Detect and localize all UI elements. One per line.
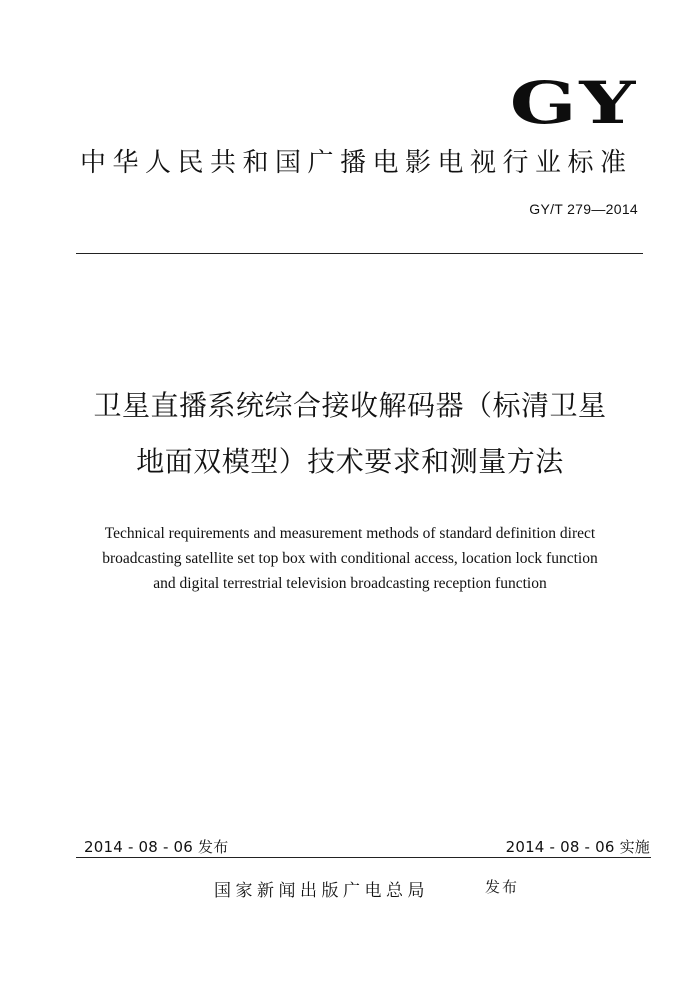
english-title-line-3: and digital terrestrial television broadcasting reception function (153, 575, 547, 592)
english-title-line-2: broadcasting satellite set top box with conditional access, location lock function (102, 550, 598, 567)
gy-logo: GY (509, 69, 638, 137)
english-title (0, 521, 700, 596)
footer-divider (76, 857, 651, 858)
header-divider (76, 253, 643, 254)
chinese-title-line-1: 卫星直播系统综合接收解码器（标清卫星 (93, 389, 607, 422)
chinese-title-line-2: 地面双模型）技术要求和测量方法 (136, 445, 564, 478)
issued-label: 发布 (485, 878, 520, 896)
issuing-authority: 国家新闻出版广电总局 (214, 881, 429, 901)
implement-date: 2014 - 08 - 06 实施 (505, 838, 650, 856)
english-title-line-1: Technical requirements and measurement methods of standard definition direct (104, 525, 596, 542)
chinese-title (0, 378, 700, 490)
standard-number: GY/T 279—2014 (529, 201, 638, 217)
standard-category: 中华人民共和国广播电影电视行业标准 (80, 148, 633, 178)
publish-date: 2014 - 08 - 06 发布 (84, 838, 229, 856)
